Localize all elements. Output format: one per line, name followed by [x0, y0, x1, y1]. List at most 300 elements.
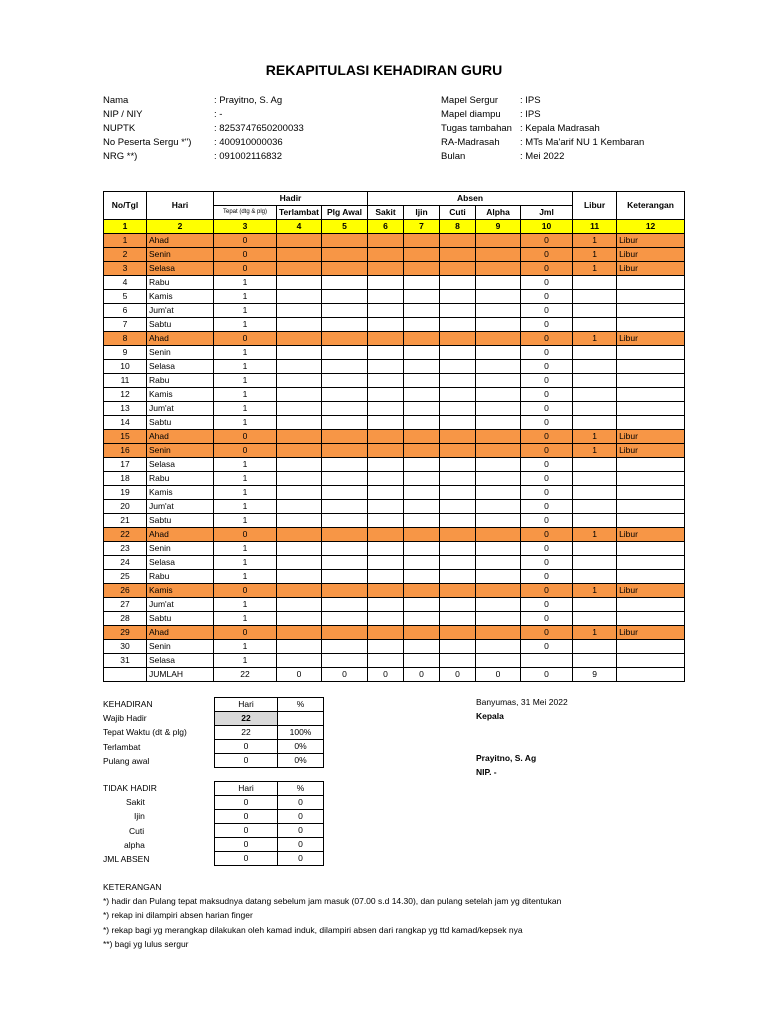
total-libur: 9 — [573, 668, 617, 682]
cell-hari: Senin — [147, 542, 214, 556]
cell-no: 7 — [104, 318, 147, 332]
info-row-nrg — [103, 150, 304, 164]
tidak-hadir-row — [215, 824, 324, 838]
cell-sakit — [368, 640, 404, 654]
cell-libur — [573, 514, 617, 528]
table-row — [104, 458, 685, 472]
attendance-table — [103, 191, 685, 682]
cell-hari: Kamis — [147, 388, 214, 402]
cell-tepat: 1 — [214, 486, 277, 500]
cell-alpha — [476, 416, 521, 430]
kehadiran-table — [214, 697, 324, 768]
cell-terlambat — [277, 584, 322, 598]
header-sakit: Sakit — [368, 206, 404, 220]
cell-ijin — [404, 556, 440, 570]
column-number-row — [104, 220, 685, 234]
page-title: REKAPITULASI KEHADIRAN GURU — [265, 62, 503, 78]
tidak-hadir-row — [215, 852, 324, 866]
cell-cuti — [440, 290, 476, 304]
info-label: Mapel Sergur — [441, 95, 499, 106]
cell-hari: Rabu — [147, 570, 214, 584]
cell-terlambat — [277, 248, 322, 262]
kehadiran-label: Terlambat — [103, 741, 141, 752]
info-value: : MTs Ma'arif NU 1 Kembaran — [520, 137, 645, 148]
cell-libur — [573, 556, 617, 570]
table-row — [104, 388, 685, 402]
cell-cuti — [440, 234, 476, 248]
kehadiran-pct — [278, 712, 324, 726]
cell-jml: 0 — [521, 262, 573, 276]
cell-hari: Senin — [147, 444, 214, 458]
cell-libur — [573, 598, 617, 612]
cell-no — [104, 668, 147, 682]
cell-libur — [573, 542, 617, 556]
cell-jml: 0 — [521, 458, 573, 472]
cell-alpha — [476, 584, 521, 598]
info-label: Tugas tambahan — [441, 123, 512, 134]
cell-tepat: 1 — [214, 556, 277, 570]
signature-nip: NIP. - — [476, 767, 497, 777]
cell-terlambat — [277, 374, 322, 388]
col-number: 11 — [573, 220, 617, 234]
cell-sakit — [368, 262, 404, 276]
cell-ijin — [404, 234, 440, 248]
info-label: NUPTK — [103, 123, 136, 134]
cell-cuti — [440, 500, 476, 514]
cell-tepat: 0 — [214, 430, 277, 444]
table-row — [104, 360, 685, 374]
cell-keterangan — [617, 346, 685, 360]
cell-sakit — [368, 388, 404, 402]
cell-cuti — [440, 458, 476, 472]
col-number: 2 — [147, 220, 214, 234]
header-absen: Absen — [368, 192, 573, 206]
cell-tepat: 1 — [214, 276, 277, 290]
kehadiran-row — [215, 712, 324, 726]
cell-jml: 0 — [521, 486, 573, 500]
cell-keterangan — [617, 374, 685, 388]
cell-sakit — [368, 276, 404, 290]
notes-section — [103, 880, 561, 951]
col-number: 9 — [476, 220, 521, 234]
cell-sakit — [368, 612, 404, 626]
cell-sakit — [368, 318, 404, 332]
cell-keterangan — [617, 486, 685, 500]
col-number: 12 — [617, 220, 685, 234]
table-row — [104, 598, 685, 612]
info-row-nama — [103, 94, 304, 108]
cell-tepat: 0 — [214, 332, 277, 346]
cell-cuti — [440, 472, 476, 486]
cell-sakit — [368, 374, 404, 388]
table-row — [104, 416, 685, 430]
cell-jml: 0 — [521, 640, 573, 654]
tidak-hadir-pct: 0 — [278, 810, 324, 824]
cell-no: 15 — [104, 430, 147, 444]
cell-alpha — [476, 360, 521, 374]
cell-no: 18 — [104, 472, 147, 486]
info-row-madrasah — [441, 136, 644, 150]
cell-jml: 0 — [521, 514, 573, 528]
cell-no: 31 — [104, 654, 147, 668]
table-row — [104, 374, 685, 388]
header-terlambat: Terlambat — [277, 206, 322, 220]
cell-ijin — [404, 570, 440, 584]
cell-alpha — [476, 640, 521, 654]
cell-plg-awal — [322, 612, 368, 626]
cell-ijin — [404, 458, 440, 472]
cell-keterangan — [617, 402, 685, 416]
table-row — [104, 402, 685, 416]
cell-libur — [573, 486, 617, 500]
cell-libur — [573, 388, 617, 402]
cell-hari: Senin — [147, 248, 214, 262]
cell-jml: 0 — [521, 500, 573, 514]
cell-hari: Rabu — [147, 374, 214, 388]
cell-sakit — [368, 654, 404, 668]
cell-no: 4 — [104, 276, 147, 290]
total-sakit: 0 — [368, 668, 404, 682]
cell-cuti — [440, 388, 476, 402]
cell-ijin — [404, 472, 440, 486]
cell-libur — [573, 570, 617, 584]
kehadiran-header-row — [215, 698, 324, 712]
col-number: 4 — [277, 220, 322, 234]
cell-keterangan — [617, 612, 685, 626]
table-row — [104, 528, 685, 542]
table-row — [104, 500, 685, 514]
cell-jml: 0 — [521, 570, 573, 584]
cell-plg-awal — [322, 486, 368, 500]
cell-jml: 0 — [521, 612, 573, 626]
cell-plg-awal — [322, 374, 368, 388]
kehadiran-col-pct: % — [278, 698, 324, 712]
cell-jml: 0 — [521, 248, 573, 262]
cell-cuti — [440, 248, 476, 262]
tidak-hadir-pct: 0 — [278, 852, 324, 866]
kehadiran-label: Wajib Hadir — [103, 713, 147, 724]
cell-jml: 0 — [521, 374, 573, 388]
cell-ijin — [404, 262, 440, 276]
cell-ijin — [404, 654, 440, 668]
tidak-hadir-col-hari: Hari — [215, 782, 278, 796]
cell-no: 14 — [104, 416, 147, 430]
cell-plg-awal — [322, 556, 368, 570]
cell-plg-awal — [322, 262, 368, 276]
cell-alpha — [476, 402, 521, 416]
info-label: NRG **) — [103, 151, 138, 162]
cell-plg-awal — [322, 570, 368, 584]
header-tepat: Tepat (dtg & plg) — [214, 206, 277, 220]
cell-alpha — [476, 626, 521, 640]
cell-libur — [573, 500, 617, 514]
cell-alpha — [476, 444, 521, 458]
cell-cuti — [440, 486, 476, 500]
cell-cuti — [440, 374, 476, 388]
cell-plg-awal — [322, 430, 368, 444]
cell-hari: Sabtu — [147, 416, 214, 430]
cell-terlambat — [277, 402, 322, 416]
header-cuti: Cuti — [440, 206, 476, 220]
cell-alpha — [476, 430, 521, 444]
cell-no: 10 — [104, 360, 147, 374]
cell-libur — [573, 402, 617, 416]
cell-libur — [573, 458, 617, 472]
header-hari: Hari — [147, 192, 214, 220]
cell-tepat: 1 — [214, 542, 277, 556]
cell-keterangan — [617, 570, 685, 584]
cell-no: 2 — [104, 248, 147, 262]
table-row — [104, 626, 685, 640]
table-header-row — [104, 192, 685, 206]
total-alpha: 0 — [476, 668, 521, 682]
cell-tepat: 1 — [214, 458, 277, 472]
cell-sakit — [368, 248, 404, 262]
cell-alpha — [476, 262, 521, 276]
cell-sakit — [368, 346, 404, 360]
cell-alpha — [476, 346, 521, 360]
info-label: RA-Madrasah — [441, 137, 500, 148]
cell-libur — [573, 654, 617, 668]
total-jml: 0 — [521, 668, 573, 682]
cell-libur: 1 — [573, 584, 617, 598]
info-row-tugas — [441, 122, 644, 136]
tidak-hadir-hari: 0 — [215, 796, 278, 810]
cell-libur: 1 — [573, 430, 617, 444]
cell-keterangan — [617, 542, 685, 556]
cell-keterangan — [617, 514, 685, 528]
cell-alpha — [476, 290, 521, 304]
kehadiran-hari: 0 — [215, 754, 278, 768]
cell-keterangan — [617, 388, 685, 402]
cell-hari: Ahad — [147, 430, 214, 444]
table-row — [104, 542, 685, 556]
cell-terlambat — [277, 598, 322, 612]
tidak-hadir-label: Cuti — [129, 825, 145, 836]
header-hadir: Hadir — [214, 192, 368, 206]
teacher-info-left — [103, 94, 304, 164]
cell-hari: Kamis — [147, 290, 214, 304]
cell-no: 12 — [104, 388, 147, 402]
cell-jml: 0 — [521, 472, 573, 486]
cell-tepat: 0 — [214, 248, 277, 262]
cell-sakit — [368, 234, 404, 248]
cell-jml: 0 — [521, 556, 573, 570]
cell-keterangan: Libur — [617, 332, 685, 346]
info-label: No Peserta Sergu *") — [103, 137, 192, 148]
cell-cuti — [440, 528, 476, 542]
cell-plg-awal — [322, 276, 368, 290]
cell-no: 8 — [104, 332, 147, 346]
cell-no: 20 — [104, 500, 147, 514]
cell-cuti — [440, 556, 476, 570]
kehadiran-row — [215, 754, 324, 768]
cell-jml: 0 — [521, 318, 573, 332]
tidak-hadir-hari: 0 — [215, 852, 278, 866]
tidak-hadir-row — [215, 838, 324, 852]
header-ijin: Ijin — [404, 206, 440, 220]
table-row — [104, 234, 685, 248]
info-value: : IPS — [520, 95, 541, 106]
table-row — [104, 486, 685, 500]
cell-plg-awal — [322, 472, 368, 486]
cell-ijin — [404, 374, 440, 388]
tidak-hadir-title: TIDAK HADIR — [103, 783, 157, 793]
cell-plg-awal — [322, 500, 368, 514]
cell-keterangan: Libur — [617, 444, 685, 458]
cell-terlambat — [277, 528, 322, 542]
cell-jml: 0 — [521, 444, 573, 458]
note-line: **) bagi yg lulus sergur — [103, 938, 189, 949]
cell-libur — [573, 276, 617, 290]
cell-hari: Rabu — [147, 276, 214, 290]
cell-cuti — [440, 276, 476, 290]
cell-hari: Senin — [147, 640, 214, 654]
cell-ijin — [404, 584, 440, 598]
total-terlambat: 0 — [277, 668, 322, 682]
cell-hari: Jum'at — [147, 500, 214, 514]
header-no: No/Tgl — [104, 192, 147, 220]
cell-hari: Kamis — [147, 486, 214, 500]
cell-sakit — [368, 332, 404, 346]
cell-tepat: 1 — [214, 612, 277, 626]
cell-no: 21 — [104, 514, 147, 528]
cell-cuti — [440, 626, 476, 640]
cell-alpha — [476, 500, 521, 514]
cell-alpha — [476, 612, 521, 626]
col-number: 5 — [322, 220, 368, 234]
table-row — [104, 472, 685, 486]
cell-terlambat — [277, 486, 322, 500]
cell-sakit — [368, 486, 404, 500]
info-row-nip — [103, 108, 304, 122]
cell-jml: 0 — [521, 430, 573, 444]
cell-terlambat — [277, 388, 322, 402]
cell-cuti — [440, 640, 476, 654]
cell-libur — [573, 304, 617, 318]
info-value: : 091002116832 — [214, 151, 282, 162]
table-row — [104, 332, 685, 346]
info-label: Nama — [103, 95, 129, 106]
cell-alpha — [476, 374, 521, 388]
cell-terlambat — [277, 458, 322, 472]
cell-no: 11 — [104, 374, 147, 388]
cell-tepat: 1 — [214, 570, 277, 584]
tidak-hadir-label: JML ABSEN — [103, 853, 150, 864]
cell-alpha — [476, 542, 521, 556]
cell-tepat: 0 — [214, 444, 277, 458]
cell-hari: Senin — [147, 346, 214, 360]
cell-keterangan — [617, 360, 685, 374]
table-row — [104, 612, 685, 626]
table-row — [104, 640, 685, 654]
cell-ijin — [404, 332, 440, 346]
cell-ijin — [404, 304, 440, 318]
cell-no: 3 — [104, 262, 147, 276]
cell-no: 9 — [104, 346, 147, 360]
cell-tepat: 1 — [214, 290, 277, 304]
table-row — [104, 654, 685, 668]
cell-jml: 0 — [521, 276, 573, 290]
cell-hari: Ahad — [147, 332, 214, 346]
cell-terlambat — [277, 514, 322, 528]
cell-tepat: 1 — [214, 304, 277, 318]
cell-libur — [573, 612, 617, 626]
cell-no: 17 — [104, 458, 147, 472]
cell-terlambat — [277, 416, 322, 430]
kehadiran-col-hari: Hari — [215, 698, 278, 712]
cell-terlambat — [277, 360, 322, 374]
cell-jml: 0 — [521, 388, 573, 402]
tidak-hadir-row — [215, 796, 324, 810]
info-value: : IPS — [520, 109, 541, 120]
header-plg-awal: Plg Awal — [322, 206, 368, 220]
cell-cuti — [440, 542, 476, 556]
cell-alpha — [476, 654, 521, 668]
cell-plg-awal — [322, 248, 368, 262]
note-line: *) hadir dan Pulang tepat maksudnya datang sebelum jam masuk (07.00 s.d 14.30), dan pulang setelah jam yg ditentukan — [103, 896, 562, 907]
cell-libur — [573, 318, 617, 332]
cell-ijin — [404, 640, 440, 654]
tidak-hadir-label: Ijin — [134, 811, 145, 822]
tidak-hadir-row — [215, 810, 324, 824]
cell-jml: 0 — [521, 626, 573, 640]
cell-cuti — [440, 584, 476, 598]
cell-ijin — [404, 486, 440, 500]
cell-libur: 1 — [573, 528, 617, 542]
tidak-hadir-col-pct: % — [278, 782, 324, 796]
cell-hari: Rabu — [147, 472, 214, 486]
cell-no: 1 — [104, 234, 147, 248]
cell-hari: Ahad — [147, 626, 214, 640]
total-label: JUMLAH — [147, 668, 214, 682]
cell-hari: Jum'at — [147, 304, 214, 318]
cell-tepat: 1 — [214, 640, 277, 654]
cell-cuti — [440, 304, 476, 318]
info-row-nuptk — [103, 122, 304, 136]
cell-plg-awal — [322, 290, 368, 304]
cell-keterangan — [617, 416, 685, 430]
cell-ijin — [404, 360, 440, 374]
cell-plg-awal — [322, 346, 368, 360]
col-number: 7 — [404, 220, 440, 234]
cell-ijin — [404, 276, 440, 290]
cell-terlambat — [277, 290, 322, 304]
cell-terlambat — [277, 654, 322, 668]
tidak-hadir-labels — [103, 781, 157, 866]
cell-hari: Jum'at — [147, 402, 214, 416]
tidak-hadir-pct: 0 — [278, 838, 324, 852]
cell-keterangan: Libur — [617, 584, 685, 598]
cell-libur — [573, 374, 617, 388]
cell-libur: 1 — [573, 248, 617, 262]
cell-plg-awal — [322, 360, 368, 374]
teacher-info-right — [441, 94, 644, 164]
cell-jml: 0 — [521, 598, 573, 612]
cell-tepat: 1 — [214, 472, 277, 486]
cell-ijin — [404, 402, 440, 416]
cell-no: 30 — [104, 640, 147, 654]
cell-cuti — [440, 430, 476, 444]
cell-plg-awal — [322, 640, 368, 654]
cell-jml: 0 — [521, 332, 573, 346]
table-row — [104, 290, 685, 304]
kehadiran-label: Pulang awal — [103, 755, 150, 766]
cell-terlambat — [277, 612, 322, 626]
info-row-mapel-sergur — [441, 94, 644, 108]
cell-plg-awal — [322, 318, 368, 332]
cell-libur: 1 — [573, 626, 617, 640]
